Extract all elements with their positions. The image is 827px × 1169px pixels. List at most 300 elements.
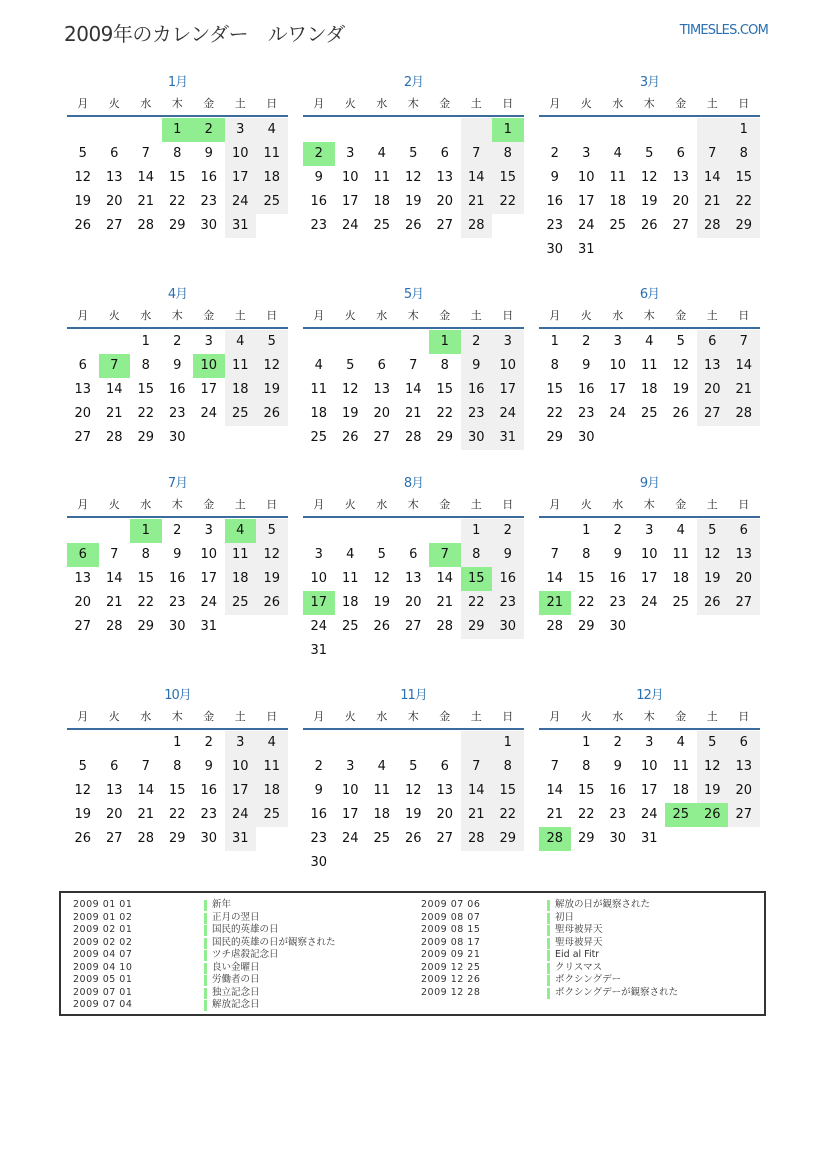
day-cell[interactable]: 29 bbox=[137, 430, 155, 445]
day-cell[interactable]: 6 bbox=[110, 759, 119, 774]
day-cell[interactable]: 5 bbox=[78, 759, 87, 774]
day-cell[interactable]: 2 bbox=[550, 146, 559, 161]
day-cell[interactable]: 30 bbox=[200, 831, 218, 846]
day-cell[interactable]: 3 bbox=[204, 523, 213, 538]
day-cell[interactable]: 24 bbox=[200, 595, 218, 610]
day-cell[interactable]: 20 bbox=[728, 779, 760, 803]
day-cell[interactable]: 8 bbox=[550, 358, 559, 373]
day-cell[interactable]: 16 bbox=[461, 378, 493, 402]
day-cell[interactable]: 27 bbox=[105, 831, 123, 846]
day-cell[interactable]: 3 bbox=[613, 334, 622, 349]
day-cell[interactable]: 29 bbox=[137, 619, 155, 634]
day-cell[interactable]: 15 bbox=[137, 382, 155, 397]
day-cell[interactable]: 6 bbox=[676, 146, 685, 161]
day-cell[interactable]: 9 bbox=[582, 358, 591, 373]
day-cell[interactable]: 6 bbox=[409, 547, 418, 562]
day-cell[interactable]: 23 bbox=[609, 807, 627, 822]
day-cell[interactable]: 25 bbox=[373, 831, 391, 846]
day-cell[interactable]: 7 bbox=[409, 358, 418, 373]
day-cell[interactable]: 2 bbox=[173, 334, 182, 349]
day-cell[interactable]: 3 bbox=[645, 735, 654, 750]
day-cell[interactable]: 24 bbox=[341, 218, 359, 233]
day-cell[interactable]: 23 bbox=[310, 218, 328, 233]
day-cell[interactable]: 2 bbox=[613, 735, 622, 750]
holiday-day-cell[interactable]: 1 bbox=[429, 330, 461, 354]
day-cell[interactable]: 6 bbox=[110, 146, 119, 161]
day-cell[interactable]: 24 bbox=[640, 807, 658, 822]
day-cell[interactable]: 31 bbox=[310, 643, 328, 658]
day-cell[interactable]: 23 bbox=[546, 218, 564, 233]
day-cell[interactable]: 26 bbox=[373, 619, 391, 634]
day-cell[interactable]: 17 bbox=[341, 807, 359, 822]
day-cell[interactable]: 11 bbox=[256, 755, 288, 779]
day-cell[interactable]: 16 bbox=[310, 194, 328, 209]
day-cell[interactable]: 27 bbox=[697, 402, 729, 426]
day-cell[interactable]: 18 bbox=[310, 406, 328, 421]
day-cell[interactable]: 23 bbox=[461, 402, 493, 426]
day-cell[interactable]: 15 bbox=[168, 783, 186, 798]
day-cell[interactable]: 31 bbox=[200, 619, 218, 634]
day-cell[interactable]: 12 bbox=[404, 783, 422, 798]
day-cell[interactable]: 15 bbox=[577, 783, 595, 798]
day-cell[interactable]: 5 bbox=[346, 358, 355, 373]
day-cell[interactable]: 25 bbox=[310, 430, 328, 445]
day-cell[interactable]: 10 bbox=[609, 358, 627, 373]
day-cell[interactable]: 10 bbox=[341, 783, 359, 798]
day-cell[interactable]: 26 bbox=[404, 218, 422, 233]
holiday-day-cell[interactable]: 6 bbox=[67, 543, 99, 567]
day-cell[interactable]: 14 bbox=[404, 382, 422, 397]
day-cell[interactable]: 3 bbox=[314, 547, 323, 562]
day-cell[interactable]: 11 bbox=[373, 170, 391, 185]
day-cell[interactable]: 29 bbox=[168, 831, 186, 846]
day-cell[interactable]: 5 bbox=[256, 519, 288, 543]
day-cell[interactable]: 30 bbox=[546, 242, 564, 257]
day-cell[interactable]: 22 bbox=[137, 595, 155, 610]
day-cell[interactable]: 12 bbox=[256, 543, 288, 567]
day-cell[interactable]: 6 bbox=[377, 358, 386, 373]
day-cell[interactable]: 29 bbox=[577, 619, 595, 634]
day-cell[interactable]: 13 bbox=[74, 571, 92, 586]
day-cell[interactable]: 18 bbox=[225, 378, 257, 402]
day-cell[interactable]: 16 bbox=[577, 382, 595, 397]
day-cell[interactable]: 10 bbox=[310, 571, 328, 586]
day-cell[interactable]: 17 bbox=[577, 194, 595, 209]
day-cell[interactable]: 12 bbox=[697, 543, 729, 567]
day-cell[interactable]: 19 bbox=[640, 194, 658, 209]
day-cell[interactable]: 2 bbox=[173, 523, 182, 538]
day-cell[interactable]: 20 bbox=[74, 406, 92, 421]
day-cell[interactable]: 8 bbox=[492, 755, 524, 779]
day-cell[interactable]: 27 bbox=[672, 218, 690, 233]
day-cell[interactable]: 13 bbox=[728, 543, 760, 567]
day-cell[interactable]: 21 bbox=[137, 194, 155, 209]
day-cell[interactable]: 8 bbox=[728, 142, 760, 166]
day-cell[interactable]: 23 bbox=[168, 595, 186, 610]
day-cell[interactable]: 24 bbox=[492, 402, 524, 426]
holiday-day-cell[interactable]: 7 bbox=[99, 354, 131, 378]
day-cell[interactable]: 22 bbox=[546, 406, 564, 421]
day-cell[interactable]: 2 bbox=[492, 519, 524, 543]
day-cell[interactable]: 7 bbox=[728, 330, 760, 354]
day-cell[interactable]: 18 bbox=[341, 595, 359, 610]
day-cell[interactable]: 1 bbox=[582, 523, 591, 538]
day-cell[interactable]: 20 bbox=[105, 194, 123, 209]
day-cell[interactable]: 11 bbox=[373, 783, 391, 798]
day-cell[interactable]: 24 bbox=[225, 190, 257, 214]
day-cell[interactable]: 2 bbox=[582, 334, 591, 349]
day-cell[interactable]: 30 bbox=[577, 430, 595, 445]
day-cell[interactable]: 2 bbox=[204, 735, 213, 750]
day-cell[interactable]: 1 bbox=[141, 334, 150, 349]
day-cell[interactable]: 17 bbox=[640, 783, 658, 798]
day-cell[interactable]: 28 bbox=[137, 831, 155, 846]
day-cell[interactable]: 25 bbox=[609, 218, 627, 233]
day-cell[interactable]: 24 bbox=[577, 218, 595, 233]
day-cell[interactable]: 19 bbox=[373, 595, 391, 610]
day-cell[interactable]: 6 bbox=[440, 146, 449, 161]
day-cell[interactable]: 22 bbox=[728, 190, 760, 214]
day-cell[interactable]: 22 bbox=[577, 595, 595, 610]
day-cell[interactable]: 28 bbox=[728, 402, 760, 426]
day-cell[interactable]: 1 bbox=[461, 519, 493, 543]
day-cell[interactable]: 4 bbox=[613, 146, 622, 161]
day-cell[interactable]: 16 bbox=[546, 194, 564, 209]
day-cell[interactable]: 1 bbox=[728, 118, 760, 142]
day-cell[interactable]: 10 bbox=[225, 755, 257, 779]
day-cell[interactable]: 20 bbox=[373, 406, 391, 421]
day-cell[interactable]: 14 bbox=[461, 779, 493, 803]
day-cell[interactable]: 18 bbox=[640, 382, 658, 397]
day-cell[interactable]: 6 bbox=[440, 759, 449, 774]
day-cell[interactable]: 5 bbox=[78, 146, 87, 161]
day-cell[interactable]: 2 bbox=[314, 759, 323, 774]
day-cell[interactable]: 5 bbox=[377, 547, 386, 562]
day-cell[interactable]: 26 bbox=[256, 591, 288, 615]
day-cell[interactable]: 4 bbox=[256, 118, 288, 142]
holiday-day-cell[interactable]: 4 bbox=[225, 519, 257, 543]
day-cell[interactable]: 14 bbox=[546, 783, 564, 798]
day-cell[interactable]: 3 bbox=[225, 118, 257, 142]
day-cell[interactable]: 11 bbox=[640, 358, 658, 373]
day-cell[interactable]: 27 bbox=[105, 218, 123, 233]
day-cell[interactable]: 30 bbox=[168, 430, 186, 445]
holiday-day-cell[interactable]: 2 bbox=[193, 118, 225, 142]
day-cell[interactable]: 27 bbox=[436, 831, 454, 846]
day-cell[interactable]: 27 bbox=[728, 591, 760, 615]
day-cell[interactable]: 21 bbox=[436, 595, 454, 610]
day-cell[interactable]: 3 bbox=[492, 330, 524, 354]
day-cell[interactable]: 12 bbox=[373, 571, 391, 586]
day-cell[interactable]: 13 bbox=[404, 571, 422, 586]
holiday-day-cell[interactable]: 15 bbox=[461, 567, 493, 591]
day-cell[interactable]: 24 bbox=[310, 619, 328, 634]
day-cell[interactable]: 16 bbox=[168, 382, 186, 397]
day-cell[interactable]: 9 bbox=[492, 543, 524, 567]
day-cell[interactable]: 17 bbox=[609, 382, 627, 397]
day-cell[interactable]: 8 bbox=[141, 547, 150, 562]
day-cell[interactable]: 30 bbox=[168, 619, 186, 634]
day-cell[interactable]: 4 bbox=[225, 330, 257, 354]
day-cell[interactable]: 16 bbox=[200, 783, 218, 798]
day-cell[interactable]: 25 bbox=[672, 595, 690, 610]
day-cell[interactable]: 21 bbox=[404, 406, 422, 421]
day-cell[interactable]: 23 bbox=[168, 406, 186, 421]
day-cell[interactable]: 18 bbox=[373, 194, 391, 209]
day-cell[interactable]: 14 bbox=[105, 382, 123, 397]
day-cell[interactable]: 29 bbox=[728, 214, 760, 238]
day-cell[interactable]: 2 bbox=[613, 523, 622, 538]
day-cell[interactable]: 12 bbox=[672, 358, 690, 373]
day-cell[interactable]: 8 bbox=[440, 358, 449, 373]
day-cell[interactable]: 8 bbox=[582, 547, 591, 562]
day-cell[interactable]: 20 bbox=[404, 595, 422, 610]
day-cell[interactable]: 31 bbox=[225, 214, 257, 238]
day-cell[interactable]: 22 bbox=[137, 406, 155, 421]
day-cell[interactable]: 25 bbox=[256, 803, 288, 827]
day-cell[interactable]: 18 bbox=[672, 783, 690, 798]
day-cell[interactable]: 21 bbox=[137, 807, 155, 822]
day-cell[interactable]: 8 bbox=[492, 142, 524, 166]
day-cell[interactable]: 27 bbox=[436, 218, 454, 233]
day-cell[interactable]: 11 bbox=[256, 142, 288, 166]
day-cell[interactable]: 11 bbox=[609, 170, 627, 185]
day-cell[interactable]: 15 bbox=[728, 166, 760, 190]
day-cell[interactable]: 9 bbox=[613, 759, 622, 774]
day-cell[interactable]: 28 bbox=[404, 430, 422, 445]
day-cell[interactable]: 10 bbox=[577, 170, 595, 185]
day-cell[interactable]: 26 bbox=[404, 831, 422, 846]
day-cell[interactable]: 26 bbox=[74, 218, 92, 233]
day-cell[interactable]: 6 bbox=[728, 519, 760, 543]
day-cell[interactable]: 12 bbox=[74, 170, 92, 185]
day-cell[interactable]: 5 bbox=[409, 759, 418, 774]
day-cell[interactable]: 6 bbox=[728, 731, 760, 755]
day-cell[interactable]: 23 bbox=[200, 807, 218, 822]
day-cell[interactable]: 18 bbox=[373, 807, 391, 822]
day-cell[interactable]: 5 bbox=[697, 731, 729, 755]
day-cell[interactable]: 2 bbox=[461, 330, 493, 354]
day-cell[interactable]: 30 bbox=[492, 615, 524, 639]
day-cell[interactable]: 22 bbox=[168, 194, 186, 209]
day-cell[interactable]: 28 bbox=[105, 619, 123, 634]
day-cell[interactable]: 19 bbox=[697, 779, 729, 803]
day-cell[interactable]: 8 bbox=[173, 146, 182, 161]
day-cell[interactable]: 26 bbox=[672, 406, 690, 421]
day-cell[interactable]: 16 bbox=[609, 571, 627, 586]
day-cell[interactable]: 20 bbox=[672, 194, 690, 209]
day-cell[interactable]: 3 bbox=[225, 731, 257, 755]
day-cell[interactable]: 4 bbox=[346, 547, 355, 562]
day-cell[interactable]: 9 bbox=[461, 354, 493, 378]
day-cell[interactable]: 19 bbox=[256, 378, 288, 402]
day-cell[interactable]: 30 bbox=[200, 218, 218, 233]
day-cell[interactable]: 29 bbox=[461, 615, 493, 639]
day-cell[interactable]: 16 bbox=[310, 807, 328, 822]
day-cell[interactable]: 29 bbox=[546, 430, 564, 445]
day-cell[interactable]: 29 bbox=[168, 218, 186, 233]
day-cell[interactable]: 22 bbox=[492, 803, 524, 827]
day-cell[interactable]: 31 bbox=[640, 831, 658, 846]
day-cell[interactable]: 20 bbox=[74, 595, 92, 610]
day-cell[interactable]: 17 bbox=[200, 382, 218, 397]
day-cell[interactable]: 19 bbox=[341, 406, 359, 421]
day-cell[interactable]: 9 bbox=[173, 547, 182, 562]
day-cell[interactable]: 27 bbox=[74, 430, 92, 445]
day-cell[interactable]: 16 bbox=[609, 783, 627, 798]
day-cell[interactable]: 28 bbox=[546, 619, 564, 634]
day-cell[interactable]: 4 bbox=[377, 146, 386, 161]
day-cell[interactable]: 12 bbox=[256, 354, 288, 378]
day-cell[interactable]: 15 bbox=[492, 779, 524, 803]
day-cell[interactable]: 13 bbox=[672, 170, 690, 185]
day-cell[interactable]: 28 bbox=[461, 214, 493, 238]
day-cell[interactable]: 22 bbox=[492, 190, 524, 214]
day-cell[interactable]: 3 bbox=[346, 146, 355, 161]
day-cell[interactable]: 28 bbox=[105, 430, 123, 445]
day-cell[interactable]: 1 bbox=[492, 731, 524, 755]
day-cell[interactable]: 26 bbox=[341, 430, 359, 445]
day-cell[interactable]: 20 bbox=[436, 194, 454, 209]
day-cell[interactable]: 5 bbox=[697, 519, 729, 543]
day-cell[interactable]: 8 bbox=[141, 358, 150, 373]
day-cell[interactable]: 20 bbox=[105, 807, 123, 822]
day-cell[interactable]: 13 bbox=[436, 783, 454, 798]
day-cell[interactable]: 28 bbox=[137, 218, 155, 233]
day-cell[interactable]: 19 bbox=[404, 807, 422, 822]
day-cell[interactable]: 25 bbox=[341, 619, 359, 634]
day-cell[interactable]: 20 bbox=[697, 378, 729, 402]
day-cell[interactable]: 3 bbox=[346, 759, 355, 774]
holiday-day-cell[interactable]: 2 bbox=[303, 142, 335, 166]
day-cell[interactable]: 7 bbox=[697, 142, 729, 166]
day-cell[interactable]: 3 bbox=[204, 334, 213, 349]
day-cell[interactable]: 16 bbox=[492, 567, 524, 591]
day-cell[interactable]: 27 bbox=[74, 619, 92, 634]
day-cell[interactable]: 18 bbox=[225, 567, 257, 591]
day-cell[interactable]: 11 bbox=[310, 382, 328, 397]
day-cell[interactable]: 21 bbox=[697, 190, 729, 214]
day-cell[interactable]: 17 bbox=[200, 571, 218, 586]
day-cell[interactable]: 25 bbox=[225, 591, 257, 615]
day-cell[interactable]: 26 bbox=[256, 402, 288, 426]
holiday-day-cell[interactable]: 25 bbox=[665, 803, 697, 827]
day-cell[interactable]: 10 bbox=[225, 142, 257, 166]
day-cell[interactable]: 7 bbox=[461, 755, 493, 779]
day-cell[interactable]: 9 bbox=[204, 759, 213, 774]
day-cell[interactable]: 27 bbox=[728, 803, 760, 827]
day-cell[interactable]: 7 bbox=[461, 142, 493, 166]
holiday-day-cell[interactable]: 28 bbox=[539, 827, 571, 851]
day-cell[interactable]: 28 bbox=[461, 827, 493, 851]
day-cell[interactable]: 18 bbox=[256, 166, 288, 190]
day-cell[interactable]: 21 bbox=[546, 807, 564, 822]
day-cell[interactable]: 30 bbox=[609, 831, 627, 846]
day-cell[interactable]: 9 bbox=[314, 783, 323, 798]
day-cell[interactable]: 8 bbox=[461, 543, 493, 567]
day-cell[interactable]: 30 bbox=[310, 855, 328, 870]
day-cell[interactable]: 14 bbox=[105, 571, 123, 586]
day-cell[interactable]: 17 bbox=[492, 378, 524, 402]
day-cell[interactable]: 12 bbox=[341, 382, 359, 397]
day-cell[interactable]: 23 bbox=[200, 194, 218, 209]
day-cell[interactable]: 22 bbox=[168, 807, 186, 822]
holiday-day-cell[interactable]: 1 bbox=[162, 118, 194, 142]
day-cell[interactable]: 11 bbox=[672, 547, 690, 562]
day-cell[interactable]: 9 bbox=[613, 547, 622, 562]
day-cell[interactable]: 17 bbox=[225, 166, 257, 190]
day-cell[interactable]: 29 bbox=[436, 430, 454, 445]
day-cell[interactable]: 11 bbox=[225, 354, 257, 378]
day-cell[interactable]: 7 bbox=[141, 759, 150, 774]
day-cell[interactable]: 13 bbox=[74, 382, 92, 397]
day-cell[interactable]: 8 bbox=[173, 759, 182, 774]
day-cell[interactable]: 19 bbox=[256, 567, 288, 591]
day-cell[interactable]: 23 bbox=[577, 406, 595, 421]
day-cell[interactable]: 4 bbox=[314, 358, 323, 373]
site-logo[interactable]: TIMESLES.COM bbox=[679, 23, 768, 38]
day-cell[interactable]: 13 bbox=[105, 783, 123, 798]
day-cell[interactable]: 15 bbox=[168, 170, 186, 185]
day-cell[interactable]: 19 bbox=[697, 567, 729, 591]
day-cell[interactable]: 11 bbox=[672, 759, 690, 774]
holiday-day-cell[interactable]: 21 bbox=[539, 591, 571, 615]
day-cell[interactable]: 4 bbox=[256, 731, 288, 755]
day-cell[interactable]: 1 bbox=[173, 735, 182, 750]
day-cell[interactable]: 13 bbox=[105, 170, 123, 185]
day-cell[interactable]: 15 bbox=[577, 571, 595, 586]
day-cell[interactable]: 9 bbox=[314, 170, 323, 185]
day-cell[interactable]: 27 bbox=[373, 430, 391, 445]
day-cell[interactable]: 20 bbox=[728, 567, 760, 591]
day-cell[interactable]: 23 bbox=[609, 595, 627, 610]
day-cell[interactable]: 15 bbox=[137, 571, 155, 586]
day-cell[interactable]: 5 bbox=[645, 146, 654, 161]
day-cell[interactable]: 14 bbox=[461, 166, 493, 190]
day-cell[interactable]: 22 bbox=[461, 591, 493, 615]
day-cell[interactable]: 3 bbox=[645, 523, 654, 538]
day-cell[interactable]: 12 bbox=[74, 783, 92, 798]
day-cell[interactable]: 20 bbox=[436, 807, 454, 822]
day-cell[interactable]: 14 bbox=[137, 170, 155, 185]
day-cell[interactable]: 4 bbox=[676, 523, 685, 538]
day-cell[interactable]: 5 bbox=[409, 146, 418, 161]
day-cell[interactable]: 19 bbox=[74, 194, 92, 209]
day-cell[interactable]: 19 bbox=[74, 807, 92, 822]
day-cell[interactable]: 14 bbox=[137, 783, 155, 798]
day-cell[interactable]: 6 bbox=[697, 330, 729, 354]
holiday-day-cell[interactable]: 26 bbox=[697, 803, 729, 827]
day-cell[interactable]: 25 bbox=[225, 402, 257, 426]
day-cell[interactable]: 16 bbox=[200, 170, 218, 185]
day-cell[interactable]: 12 bbox=[640, 170, 658, 185]
day-cell[interactable]: 3 bbox=[582, 146, 591, 161]
day-cell[interactable]: 17 bbox=[341, 194, 359, 209]
day-cell[interactable]: 24 bbox=[341, 831, 359, 846]
day-cell[interactable]: 14 bbox=[436, 571, 454, 586]
day-cell[interactable]: 10 bbox=[492, 354, 524, 378]
day-cell[interactable]: 4 bbox=[676, 735, 685, 750]
day-cell[interactable]: 9 bbox=[173, 358, 182, 373]
holiday-day-cell[interactable]: 10 bbox=[193, 354, 225, 378]
day-cell[interactable]: 18 bbox=[672, 571, 690, 586]
day-cell[interactable]: 23 bbox=[310, 831, 328, 846]
day-cell[interactable]: 15 bbox=[546, 382, 564, 397]
holiday-day-cell[interactable]: 1 bbox=[492, 118, 524, 142]
day-cell[interactable]: 21 bbox=[728, 378, 760, 402]
day-cell[interactable]: 24 bbox=[200, 406, 218, 421]
day-cell[interactable]: 30 bbox=[609, 619, 627, 634]
